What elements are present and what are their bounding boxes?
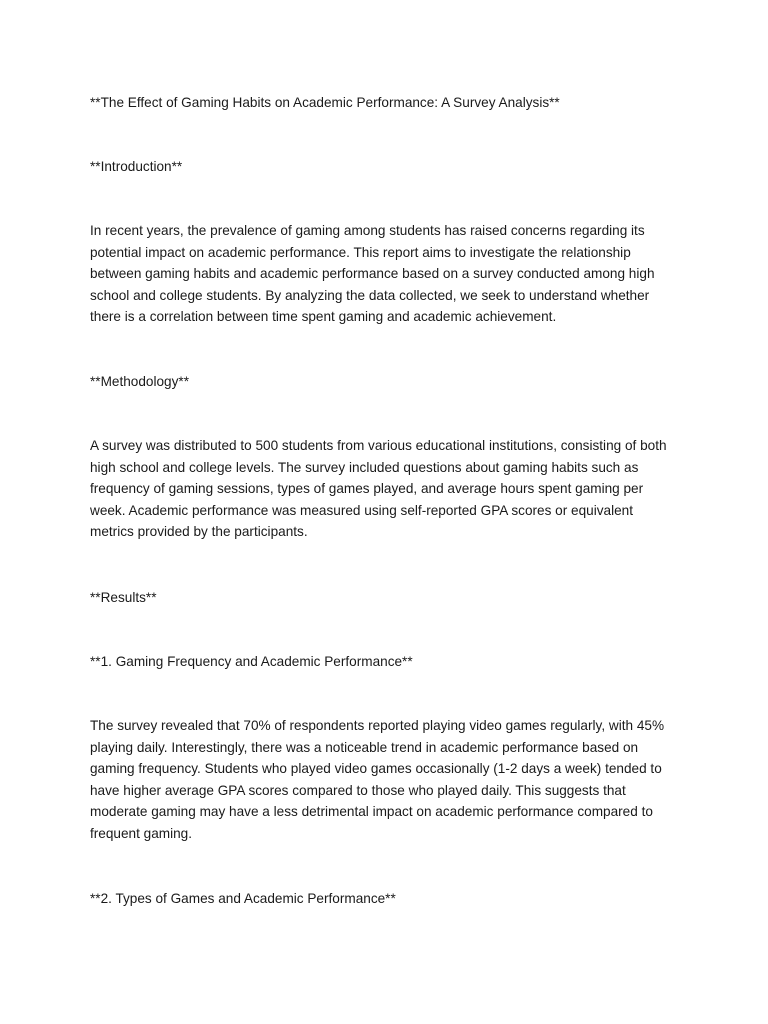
section-heading-results: **Results** bbox=[90, 590, 157, 605]
document-title: **The Effect of Gaming Habits on Academic Performance: A Survey Analysis** bbox=[90, 95, 560, 110]
paragraph-gaming-frequency: The survey revealed that 70% of respondents reported playing video games regularly, with 45% playing daily. Interestingly, there was a noticeable trend in academic performance based on gaming frequency. Students who played video games occasionally (1-2 days a week) tended to have higher average GPA scores compared to those who played daily. This suggests that moderate gaming may have a less detrimental impact on academic performance compared to frequent gaming. bbox=[90, 718, 665, 841]
paragraph-introduction: In recent years, the prevalence of gaming among students has raised concerns regarding its potential impact on academic performance. This report aims to investigate the relationship between gaming habits and academic performance based on a survey conducted among high school and college students. By analyzing the data collected, we seek to understand whether there is a correlation between time spent gaming and academic achievement. bbox=[90, 223, 655, 325]
subsection-heading-gaming-frequency: **1. Gaming Frequency and Academic Performance** bbox=[90, 654, 413, 669]
section-heading-methodology: **Methodology** bbox=[90, 374, 189, 389]
subsection-heading-types-of-games: **2. Types of Games and Academic Performance** bbox=[90, 891, 396, 906]
paragraph-methodology: A survey was distributed to 500 students from various educational institutions, consisting of both high school and college levels. The survey included questions about gaming habits such as frequency of gaming sessions, types of games played, and average hours spent gaming per week. Academic performance was measured using self-reported GPA scores or equivalent metrics provided by the participants. bbox=[90, 438, 667, 540]
section-heading-introduction: **Introduction** bbox=[90, 159, 183, 174]
